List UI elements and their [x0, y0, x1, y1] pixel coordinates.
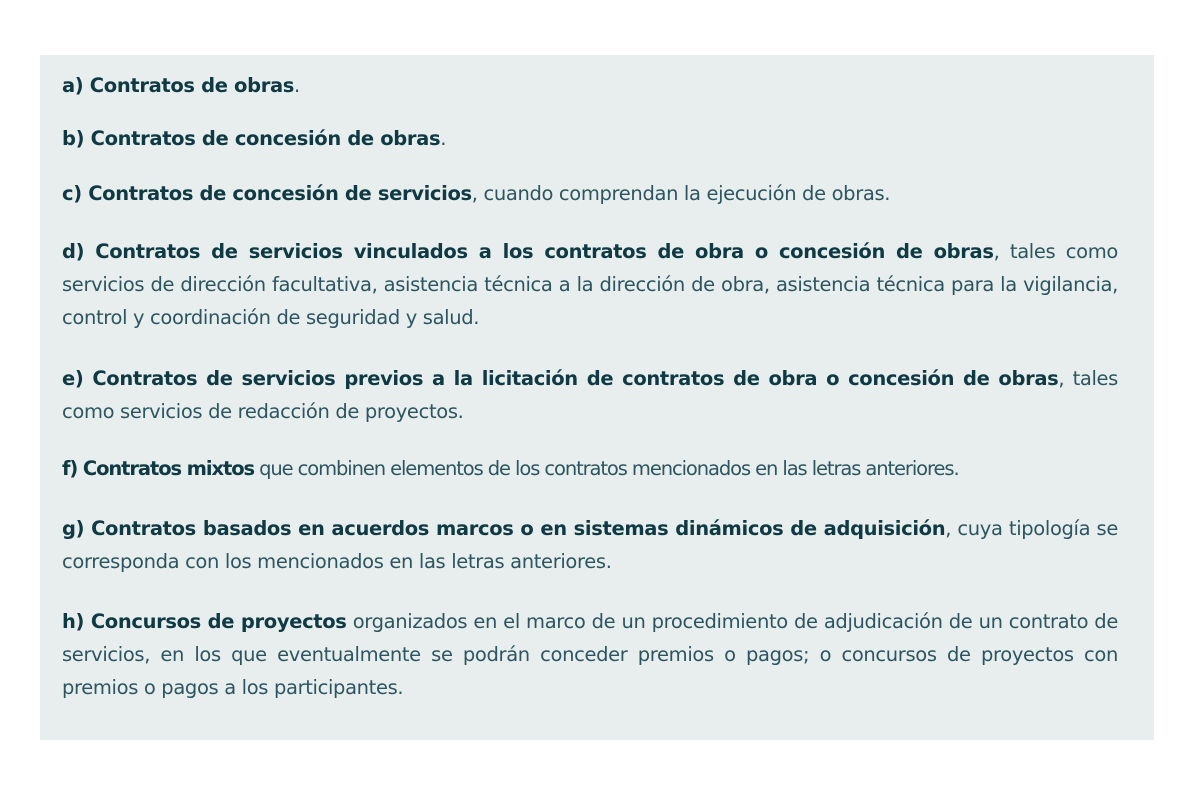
- list-item-e: [62, 362, 1118, 428]
- list-item-f: [62, 452, 1118, 485]
- list-item-c: [62, 177, 1118, 210]
- item-f-label: f) Contratos mixtos: [62, 457, 254, 480]
- item-b-label: b) Contratos de concesión de obras: [62, 127, 441, 150]
- item-g-text: , cuya tipología se corresponda con los mencionados en las letras anteriores.: [62, 517, 1118, 573]
- item-c-text: , cuando comprendan la ejecución de obras.: [471, 182, 891, 205]
- list-item-d: [62, 235, 1118, 334]
- item-a-label: a) Contratos de obras: [62, 74, 295, 97]
- item-d-text: , tales como servicios de dirección facultativa, asistencia técnica a la dirección de obra, asistencia técnica para la vigilancia, control y coordinación de seguridad y salud.: [62, 240, 1118, 329]
- item-e-label: e) Contratos de servicios previos a la licitación de contratos de obra o concesión de obras: [62, 367, 1059, 390]
- list-item-g: [62, 512, 1118, 578]
- item-h-text: organizados en el marco de un procedimiento de adjudicación de un contrato de servicios, en los que eventualmente se podrán conceder premios o pagos; o concursos de proyectos con premios o pagos a los participantes.: [62, 610, 1118, 699]
- list-item-a: [62, 69, 1118, 102]
- item-b-text: .: [440, 127, 447, 150]
- item-d-label: d) Contratos de servicios vinculados a los contratos de obra o concesión de obras: [62, 240, 994, 263]
- item-a-text: .: [294, 74, 300, 97]
- list-item-b: [62, 122, 1118, 155]
- list-item-h: [62, 605, 1118, 704]
- contract-types-panel: [40, 55, 1154, 740]
- item-e-text: , tales como servicios de redacción de proyectos.: [62, 367, 1118, 423]
- item-g-label: g) Contratos basados en acuerdos marcos o en sistemas dinámicos de adquisición: [62, 517, 946, 540]
- item-f-text: que combinen elementos de los contratos mencionados en las letras anteriores.: [254, 457, 959, 480]
- item-c-label: c) Contratos de concesión de servicios: [62, 182, 472, 205]
- item-h-label: h) Concursos de proyectos: [62, 610, 347, 633]
